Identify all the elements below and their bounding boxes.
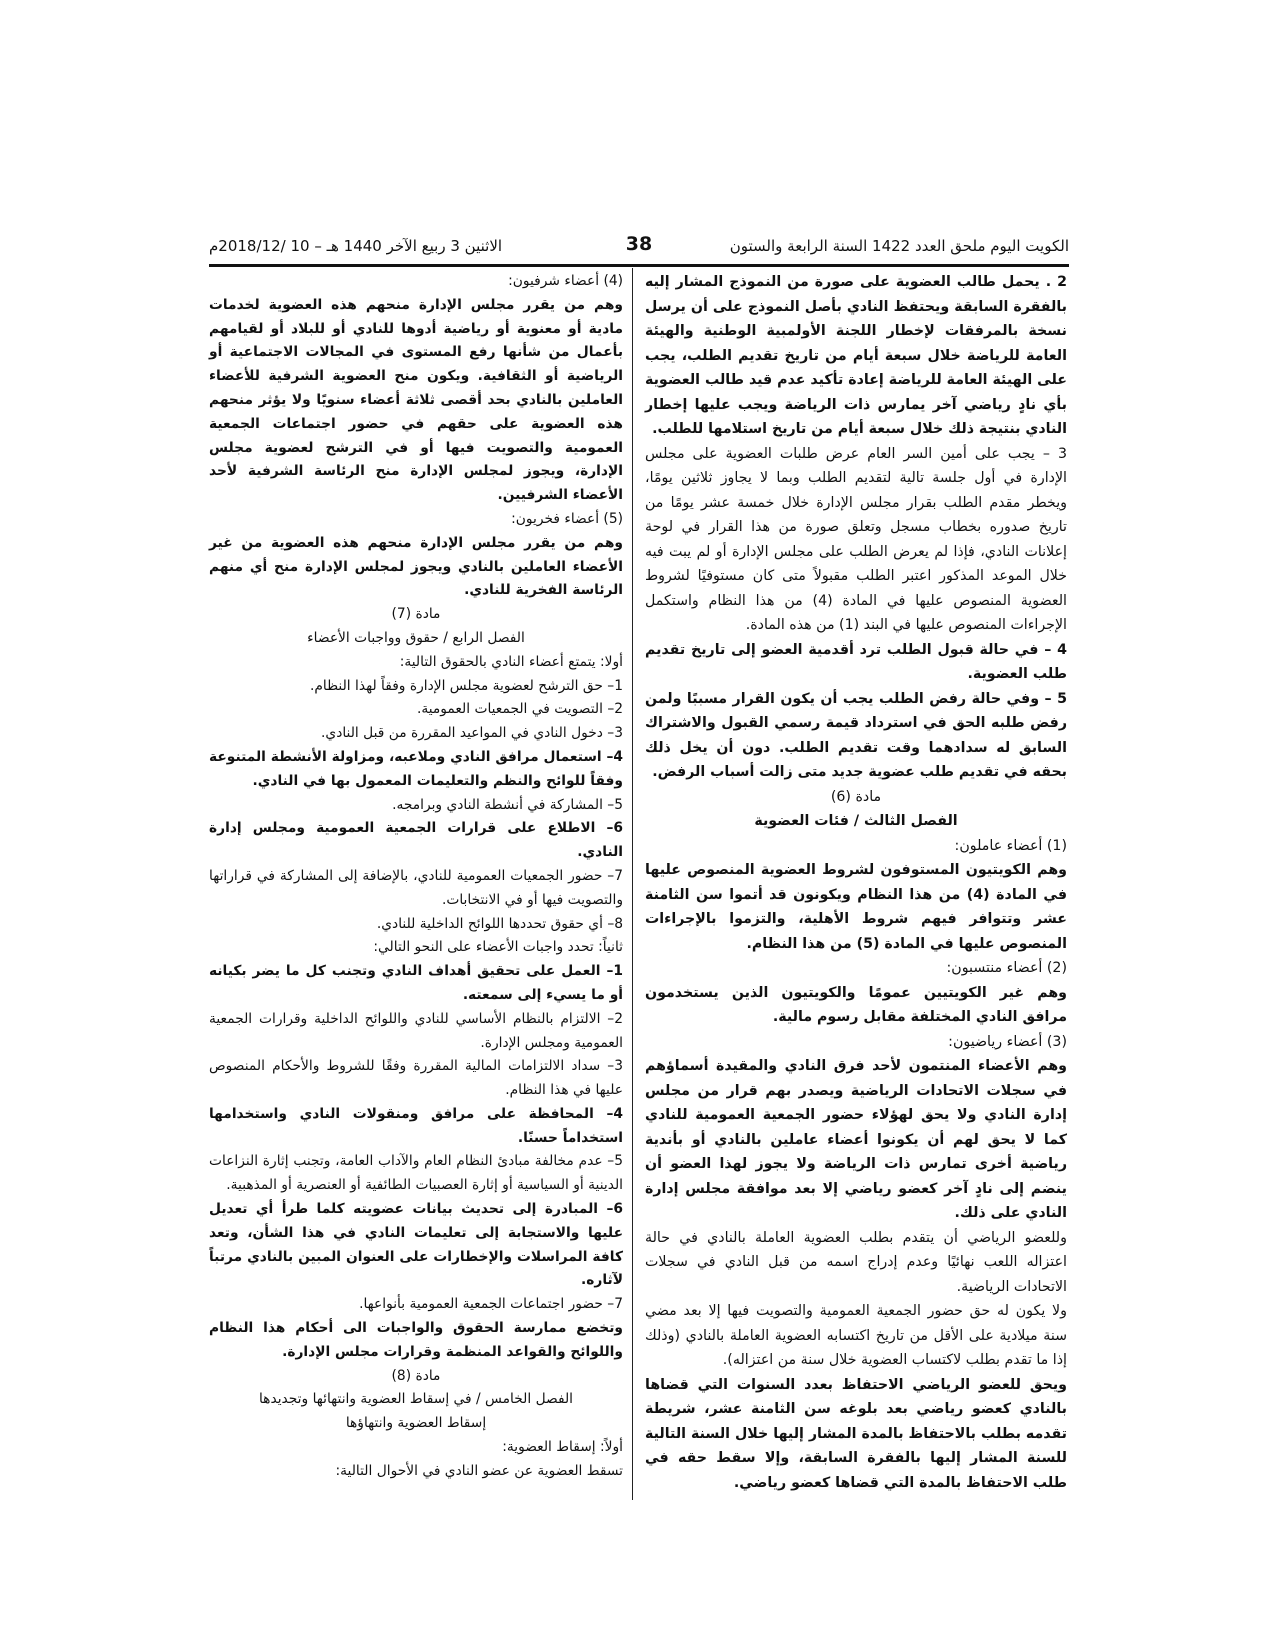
left-column-paragraph: تسقط العضوية عن عضو النادي في الأحوال التالية:	[335, 1462, 623, 1479]
right-column-paragraph: 3 – يجب على أمين السر العام عرض طلبات العضوية على مجلس الإدارة في أول جلسة تالية لتقديم الطلب وبما لا يجاوز ثلاثين يومًا، ويخطر مقدم الطلب بقرار مجلس الإدارة خلال خمسة عشر يومًا من تاريخ صدوره بخطاب مسجل وتعلق صورة من هذا القرار في لوحة إعلانات النادي، فإذا لم يعرض الطلب على مجلس الإدارة أو لم يبت فيه خلال الموعد المذكور اعتبر الطلب مقبولاً متى كان مستوفيًا لشروط العضوية المنصوص عليها في المادة (4) من هذا النظام واستكمل الإجراءات المنصوص عليها في البند (1) من هذه المادة.	[645, 445, 1067, 633]
right-column-paragraph: (3) أعضاء رياضيون:	[948, 1033, 1067, 1050]
right-column-paragraph: وللعضو الرياضي أن يتقدم بطلب العضوية العاملة بالنادي في حالة اعتزاله اللعب نهائيًا وعدم إدراج اسمه من قبل النادي في سجلات الاتحادات الرياضية.	[645, 1229, 1067, 1295]
right-column-paragraph: الفصل الثالث / فئات العضوية	[754, 813, 958, 829]
right-column	[645, 270, 1067, 1495]
right-column-paragraph: ولا يكون له حق حضور الجمعية العمومية والتصويت فيها إلا بعد مضي سنة ميلادية على الأقل من تاريخ اكتسابه العضوية العاملة بالنادي (وذلك إذا ما تقدم بطلب لاكتساب العضوية خلال سنة من اعتزاله).	[645, 1303, 1067, 1368]
left-column-paragraph: 6– المبادرة إلى تحديث بيانات عضويته كلما طرأ أي تعديل عليها والاستجابة إلى تعليمات النادي في هذا الشأن، وتعد كافة المراسلات والإخطارات على العنوان المبين بالنادي مرتباً لآثاره.	[209, 1201, 623, 1289]
left-column-paragraph: وهم من يقرر مجلس الإدارة منحهم هذه العضوية من غير الأعضاء العاملين بالنادي ويجوز لمجلس الإدارة منح أي منهم الرئاسة الفخرية للنادي.	[209, 534, 623, 599]
right-column-paragraph: 4 – في حالة قبول الطلب ترد أقدمية العضو إلى تاريخ تقديم طلب العضوية.	[645, 641, 1067, 682]
right-column-paragraph: (2) أعضاء منتسبون:	[946, 960, 1067, 976]
header-rule	[209, 264, 1069, 267]
left-column-paragraph: 2– التصويت في الجمعيات العمومية.	[416, 701, 623, 718]
left-column-paragraph: أولاً: إسقاط العضوية:	[502, 1439, 623, 1456]
left-column-paragraph: 5– المشاركة في أنشطة النادي وبرامجه.	[392, 796, 623, 813]
left-column-paragraph: 7– حضور الجمعيات العمومية للنادي، بالإضافة إلى المشاركة في قراراتها والتصويت فيها أو في الانتخابات.	[209, 867, 623, 908]
right-column-paragraph: 2 . يحمل طالب العضوية على صورة من النموذج المشار إليه بالفقرة السابقة ويحتفظ النادي بأصل النموذج على أن يرسل نسخة بالمرفقات لإخطار اللجنة الأولمبية الوطنية والهيئة العامة للرياضة خلال سبعة أيام من تاريخ تقديم الطلب، يجب على الهيئة العامة للرياضة إعادة تأكيد عدم قيد طالب العضوية بأي نادٍ رياضي آخر يمارس ذات الرياضة ويجب عليها إخطار النادي بنتيجة ذلك خلال سبعة أيام من تاريخ استلامها للطلب.	[645, 274, 1067, 437]
left-column-paragraph: 1– العمل على تحقيق أهداف النادي وتجنب كل ما يضر بكيانه أو ما يسيء إلى سمعته.	[209, 963, 623, 1003]
left-column-paragraph: الفصل الخامس / في إسقاط العضوية وانتهائها وتجديدها	[258, 1391, 574, 1408]
header-publication: الكويت اليوم ملحق العدد 1422 السنة الرابعة والستون	[729, 237, 1069, 255]
page-number: 38	[625, 233, 653, 255]
left-column-paragraph: الفصل الرابع / حقوق وواجبات الأعضاء	[307, 629, 525, 646]
right-column-paragraph: (1) أعضاء عاملون:	[954, 837, 1067, 854]
column-divider	[632, 268, 633, 1500]
right-column-paragraph: ويحق للعضو الرياضي الاحتفاظ بعدد السنوات التي قضاها بالنادي كعضو رياضي بعد بلوغه سن الثامنة عشر، شريطة تقدمه بطلب بالاحتفاظ بالمدة المشار إليها خلال السنة التالية للسنة المشار إليها بالفقرة السابقة، وإلا سقط حقه في طلب الاحتفاظ بالمدة التي قضاها كعضو رياضي.	[645, 1376, 1067, 1491]
left-column-paragraph: 4– استعمال مرافق النادي وملاعبه، ومزاولة الأنشطة المتنوعة وفقاً للوائح والنظم والتعليمات المعمول بها في النادي.	[209, 748, 623, 789]
left-column-paragraph: 8– أي حقوق تحددها اللوائح الداخلية للنادي.	[376, 915, 623, 932]
right-column-paragraph: وهم غير الكويتيين عمومًا والكويتيون الذين يستخدمون مرافق النادي المختلفة مقابل رسوم مالية.	[645, 984, 1067, 1025]
left-column-paragraph: أولا: يتمتع أعضاء النادي بالحقوق التالية:	[399, 653, 623, 670]
right-column-paragraph: وهم الكويتيون المستوفون لشروط العضوية المنصوص عليها في المادة (4) من هذا النظام ويكونون قد أتموا سن الثامنة عشر وتتوافر فيهم شروط الأهلية، والتزموا بالإجراءات المنصوص عليها في المادة (5) من هذا النظام.	[645, 862, 1067, 952]
left-column-paragraph: 1– حق الترشح لعضوية مجلس الإدارة وفقاً لهذا النظام.	[309, 677, 623, 694]
left-column-paragraph: 7– حضور اجتماعات الجمعية العمومية بأنواعها.	[359, 1296, 623, 1313]
left-column-paragraph: 3– سداد الالتزامات المالية المقررة وفقًا للشروط والأحكام المنصوص عليها في هذا النظام.	[209, 1058, 623, 1099]
left-column-paragraph: 6– الاطلاع على قرارات الجمعية العمومية ومجلس إدارة النادي.	[209, 820, 623, 861]
left-column-paragraph: مادة (8)	[391, 1367, 441, 1384]
left-column-paragraph: (4) أعضاء شرفيون:	[508, 273, 623, 289]
left-column	[209, 270, 623, 1484]
right-column-paragraph: 5 – وفي حالة رفض الطلب يجب أن يكون القرار مسببًا ولمن رفض طلبه الحق في استرداد قيمة رسمي القبول والاشتراك السابق له سدادهما وقت تقديم الطلب. دون أن يخل ذلك بحقه في تقديم طلب عضوية جديد متى زالت أسباب الرفض.	[645, 690, 1067, 780]
header-date: الاثنين 3 ربيع الآخر 1440 هـ – 10 /2018/12م	[209, 237, 503, 255]
left-column-paragraph: وتخضع ممارسة الحقوق والواجبات الى أحكام هذا النظام واللوائح والقواعد المنظمة وقرارات مجلس الإدارة.	[209, 1320, 623, 1360]
left-column-paragraph: ثانياً: تحدد واجبات الأعضاء على النحو التالي:	[373, 939, 623, 956]
page-header	[209, 233, 1069, 263]
left-column-paragraph: 4– المحافظة على مرافق ومنقولات النادي واستخدامها استخداماً حسنًا.	[209, 1105, 623, 1146]
left-column-paragraph: (5) أعضاء فخريون:	[511, 510, 623, 527]
right-column-paragraph: وهم الأعضاء المنتمون لأحد فرق النادي والمقيدة أسماؤهم في سجلات الاتحادات الرياضية ويصدر بهم قرار من مجلس إدارة النادي ولا يحق لهؤلاء حضور الجمعية العمومية للنادي كما لا يحق لهم أن يكونوا أعضاء عاملين بالنادي أو بأندية رياضية أخرى تمارس ذات الرياضة ولا يجوز لهذا العضو أن ينضم إلى نادٍ آخر كعضو رياضي إلا بعد موافقة مجلس إدارة النادي على ذلك.	[645, 1058, 1067, 1221]
right-column-paragraph: مادة (6)	[830, 788, 882, 805]
left-column-paragraph: 3– دخول النادي في المواعيد المقررة من قبل النادي.	[321, 725, 623, 742]
left-column-paragraph: مادة (7)	[391, 606, 441, 623]
left-column-paragraph: إسقاط العضوية وانتهاؤها	[345, 1415, 487, 1432]
left-column-paragraph: 5– عدم مخالفة مبادئ النظام العام والآداب العامة، وتجنب إثارة النزاعات الدينية أو السياسية أو إثارة العصبيات الطائفية أو العنصرية أو المذهبية.	[209, 1153, 623, 1194]
left-column-paragraph: 2– الالتزام بالنظام الأساسي للنادي واللوائح الداخلية وقرارات الجمعية العمومية ومجلس الإدارة.	[209, 1010, 623, 1051]
left-column-paragraph: وهم من يقرر مجلس الإدارة منحهم هذه العضوية لخدمات مادية أو معنوية أو رياضية أدوها للنادي أو للبلاد أو لقيامهم بأعمال من شأنها رفع المستوى في المجالات الاجتماعية أو الرياضية أو الثقافية. ويكون منح العضوية الشرفية للأعضاء العاملين بالنادي بحد أقصى ثلاثة أعضاء سنويًا ولا يؤثر منحهم هذه العضوية على حقهم في حضور اجتماعات الجمعية العمومية والتصويت فيها أو في الترشح لعضوية مجلس الإدارة، ويجوز لمجلس الإدارة منح الرئاسة الشرفية لأحد الأعضاء الشرفيين.	[209, 296, 623, 504]
